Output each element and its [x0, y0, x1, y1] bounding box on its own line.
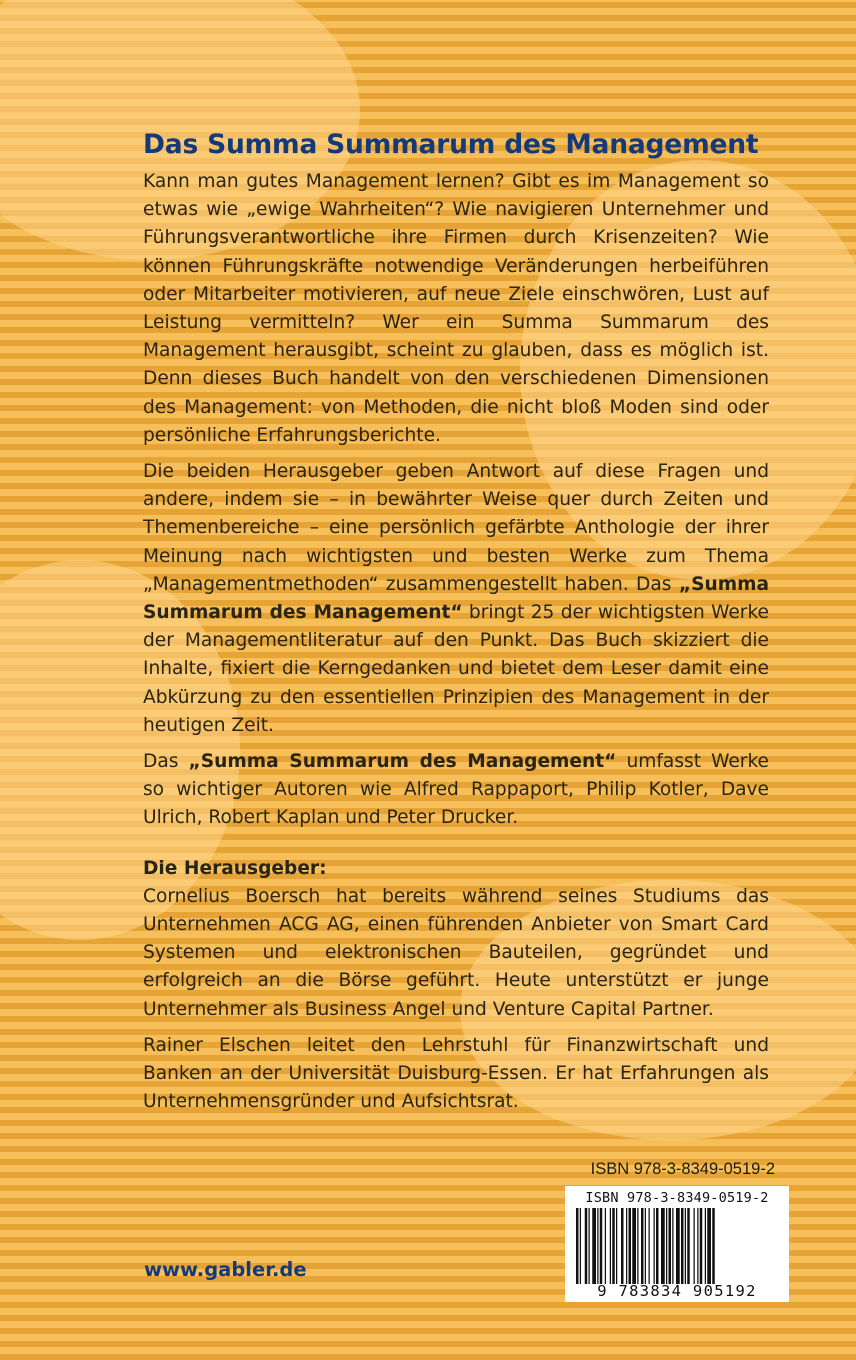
barcode-bar [681, 1208, 684, 1284]
barcode-bar [661, 1208, 665, 1284]
paragraph-text: Die beiden Herausgeber geben Antwort auf diese Fragen und andere, indem sie – in bewährter Weise quer durch Zeiten und Themenbereiche – eine persönlich gefärbte Anthologie der ihrer Meinung nach wichtigsten und besten Werke zum Thema „Managementmethoden“ zusammengestellt haben. Das [143, 461, 769, 595]
barcode-bar [626, 1208, 627, 1284]
editor-boersch-bio: Cornelius Boersch hat bereits während seines Studiums das Unternehmen ACG AG, einen führenden Anbieter von Smart Card Systemen und elektronischen Bauteilen, gegründet und erfolgreich an die Börse geführt. Heute unterstützt er junge Unternehmer als Business Angel und Venture Capital Partner. [143, 885, 769, 1020]
barcode-bar [641, 1208, 644, 1284]
barcode-bar [632, 1208, 636, 1284]
barcode-bar [645, 1208, 646, 1284]
book-title: Das Summa Summarum des Management [143, 129, 759, 160]
barcode-bar [585, 1208, 588, 1284]
barcode-bar [666, 1208, 667, 1284]
publisher-website: www.gabler.de [144, 1258, 307, 1281]
barcode-isbn-text: ISBN 978-3-8349-0519-2 [585, 1190, 769, 1206]
barcode-bar [610, 1208, 611, 1284]
paragraph-text: bringt 25 der wichtigsten Werke der Managementliteratur auf den Punkt. Das Buch skizziert die Inhalte, fixiert die Kerngedanken und bietet dem Leser damit eine Abkürzung zu den essentiellen Prinzipien des Management in der heutigen Zeit. [143, 602, 769, 736]
barcode-bar [600, 1208, 603, 1284]
paragraph-text: Das [143, 751, 189, 773]
barcode-bar [605, 1208, 606, 1284]
paragraph-text: umfasst Werke so wichtiger Autoren wie Alfred Rappaport, Philip Kotler, Dave Ulrich, Robert Kaplan und Peter Drucker. [143, 751, 769, 829]
barcode [565, 1186, 789, 1302]
barcode-bar [637, 1208, 638, 1284]
barcode-bar [621, 1208, 624, 1284]
barcode-bar [685, 1208, 686, 1284]
barcode-bar [697, 1208, 698, 1284]
barcode-bar [597, 1208, 598, 1284]
editors-paragraph [143, 458, 769, 740]
barcode-bars [574, 1208, 780, 1284]
barcode-bar [629, 1208, 632, 1284]
barcode-bar [672, 1208, 673, 1284]
barcode-digits: 9 783834 905192 [597, 1282, 757, 1300]
editor-elschen-bio: Rainer Elschen leitet den Lehrstuhl für Finanzwirtschaft und Banken an der Universität Duisburg-Essen. Er hat Erfahrungen als Unternehmensgründer und Aufsichtsrat. [143, 1034, 769, 1113]
authors-paragraph [143, 748, 769, 833]
barcode-bar [576, 1208, 579, 1284]
back-cover-text [143, 128, 769, 1125]
barcode-bar [589, 1208, 590, 1284]
barcode-bar [700, 1208, 703, 1284]
barcode-bar [580, 1208, 581, 1284]
book-title-bold: „Summa Summarum des Management“ [188, 751, 617, 773]
barcode-bar [612, 1208, 615, 1284]
barcode-bar [616, 1208, 617, 1284]
book-title-bold: „Summa Summarum des Management“ [143, 573, 769, 624]
barcode-bar [707, 1208, 711, 1284]
barcode-bar [676, 1208, 680, 1284]
isbn-label: ISBN 978-3-8349-0519-2 [590, 1160, 775, 1178]
barcode-bar [705, 1208, 706, 1284]
barcode-bar [694, 1208, 695, 1284]
barcode-bar [654, 1208, 655, 1284]
barcode-bar [712, 1208, 715, 1284]
barcode-bar [656, 1208, 659, 1284]
barcode-bar [669, 1208, 672, 1284]
barcode-bar [687, 1208, 690, 1284]
editors-heading: Die Herausgeber: [143, 857, 327, 879]
barcode-bar [592, 1208, 596, 1284]
intro-paragraph: Kann man gutes Management lernen? Gibt es im Management so etwas wie „ewige Wahrheiten“? Wie navigieren Unternehmer und Führungsverantwortliche ihre Firmen durch Krisenzeiten? Wie können Führungskräfte notwendige Veränderungen herbeiführen oder Mitarbeiter motivieren, auf neue Ziele einschwören, Lust auf Leistung vermitteln? Wer ein Summa Summarum des Management herausgibt, scheint zu glauben, dass es möglich ist. Denn dieses Buch handelt von den verschiedenen Dimensionen des Management: von Methoden, die nicht bloß Moden sind oder persönliche Erfahrungsberichte. [143, 171, 769, 446]
barcode-bar [649, 1208, 650, 1284]
